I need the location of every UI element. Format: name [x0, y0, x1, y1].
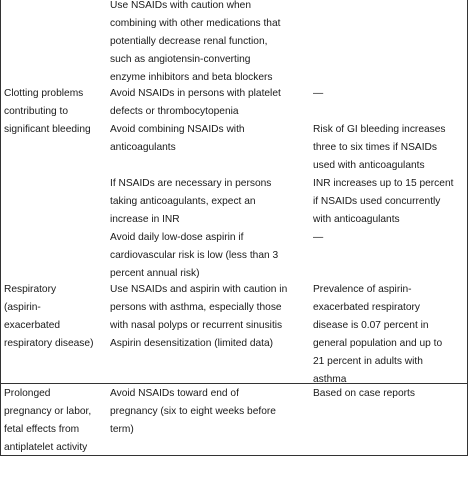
pregnancy-evidence-line: Based on case reports: [313, 388, 415, 399]
respiratory-recommendation-line: with nasal polyps or recurrent sinusitis: [110, 320, 283, 331]
clotting-1-condition-line: contributing to: [4, 106, 68, 117]
pregnancy-condition-line: fetal effects from: [4, 424, 80, 435]
respiratory-condition-line: respiratory disease): [4, 338, 94, 349]
renal-cont-recommendation-line: enzyme inhibitors and beta blockers: [110, 72, 273, 83]
respiratory-condition-line: exacerbated: [4, 320, 61, 331]
clotting-2-recommendation-line: anticoagulants: [110, 142, 176, 153]
clotting-1-condition-line: significant bleeding: [4, 124, 91, 135]
clotting-3-recommendation-line: increase in INR: [110, 214, 180, 225]
pregnancy-condition-line: antiplatelet activity: [4, 442, 88, 453]
clotting-3-recommendation-line: taking anticoagulants, expect an: [110, 196, 256, 207]
clotting-1-recommendation-line: Avoid NSAIDs in persons with platelet: [110, 88, 281, 99]
clotting-3-evidence-line: INR increases up to 15 percent: [313, 178, 454, 189]
pregnancy-recommendation-line: Avoid NSAIDs toward end of: [110, 388, 239, 399]
respiratory-condition-line: Respiratory: [4, 284, 57, 295]
respiratory-recommendation-line: Use NSAIDs and aspirin with caution in: [110, 284, 288, 295]
respiratory-evidence-line: general population and up to: [313, 338, 443, 349]
renal-cont-recommendation-line: potentially decrease renal function,: [110, 36, 268, 47]
respiratory-evidence-line: exacerbated respiratory: [313, 302, 421, 313]
clotting-3-evidence-line: if NSAIDs used concurrently: [313, 196, 441, 207]
renal-cont-recommendation-line: Use NSAIDs with caution when: [110, 0, 251, 11]
pregnancy-condition-line: pregnancy or labor,: [4, 406, 92, 417]
row-divider-pregnancy: [0, 383, 468, 384]
respiratory-condition-line: (aspirin-: [4, 302, 41, 313]
clotting-4-evidence-line: —: [313, 232, 324, 243]
clotting-1-evidence-line: —: [313, 88, 324, 99]
pregnancy-recommendation-line: term): [110, 424, 134, 435]
respiratory-evidence-line: asthma: [313, 374, 347, 385]
clotting-2-evidence-line: three to six times if NSAIDs: [313, 142, 437, 153]
respiratory-recommendation-line: persons with asthma, especially those: [110, 302, 282, 313]
clotting-1-condition-line: Clotting problems: [4, 88, 84, 99]
pregnancy-recommendation-line: pregnancy (six to eight weeks before: [110, 406, 276, 417]
pregnancy-condition-line: Prolonged: [4, 388, 51, 399]
respiratory-evidence-line: 21 percent in adults with: [313, 356, 423, 367]
clotting-3-evidence-line: with anticoagulants: [313, 214, 400, 225]
renal-cont-recommendation-line: combining with other medications that: [110, 18, 281, 29]
clotting-3-recommendation-line: If NSAIDs are necessary in persons: [110, 178, 272, 189]
clotting-4-recommendation-line: percent annual risk): [110, 268, 200, 279]
renal-cont-recommendation-line: such as angiotensin-converting: [110, 54, 251, 65]
clotting-1-recommendation-line: defects or thrombocytopenia: [110, 106, 239, 117]
respiratory-recommendation-line: Aspirin desensitization (limited data): [110, 338, 274, 349]
respiratory-evidence-line: Prevalence of aspirin-: [313, 284, 412, 295]
clotting-2-recommendation-line: Avoid combining NSAIDs with: [110, 124, 245, 135]
clotting-2-evidence-line: used with anticoagulants: [313, 160, 425, 171]
clotting-2-evidence-line: Risk of GI bleeding increases: [313, 124, 446, 135]
respiratory-evidence-line: disease is 0.07 percent in: [313, 320, 429, 331]
clotting-4-recommendation-line: Avoid daily low-dose aspirin if: [110, 232, 244, 243]
clotting-4-recommendation-line: cardiovascular risk is low (less than 3: [110, 250, 279, 261]
